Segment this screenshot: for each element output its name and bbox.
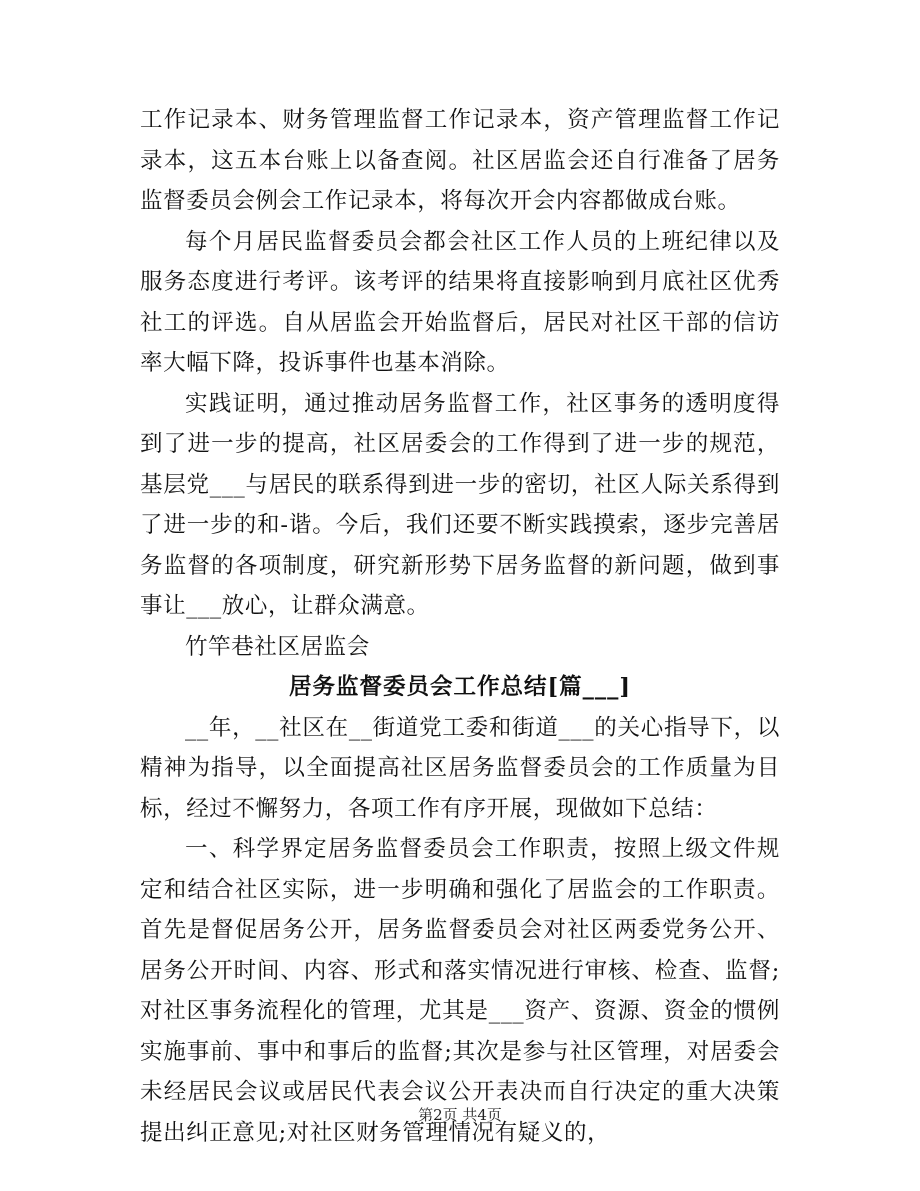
paragraph-duties: 一、科学界定居务监督委员会工作职责，按照上级文件规定和结合社区实际，进一步明确和强化了居监会的工作职责。首先是督促居务公开，居务监督委员会对社区两委党务公开、居务公开时间、内容、形式和落实情况进行审核、检查、监督;对社区事务流程化的管理，尤其是___资产、资源、资金的惯例实施事前、事中和事后的监督;其次是参与社区管理，对居委会未经居民会议或居民代表会议公开表决而自行决定的重大决策提出纠正意见;对社区财务管理情况有疑义的，: [140, 836, 780, 1146]
page-number: 第2页 共4页: [418, 1106, 502, 1124]
paragraph-practice: 实践证明，通过推动居务监督工作，社区事务的透明度得到了进一步的提高，社区居委会的工作得到了进一步的规范，基层党___与居民的联系得到进一步的密切，社区人际关系得到了进一步的和-谐。今后，我们还要不断实践摸索，逐步完善居务监督的各项制度，研究新形势下居务监督的新问题，做到事事让___放心，让群众满意。: [140, 390, 780, 619]
paragraph-continuation: 工作记录本、财务管理监督工作记录本，资产管理监督工作记录本，这五本台账上以备查阅。社区居监会还自行准备了居务监督委员会例会工作记录本，将每次开会内容都做成台账。: [140, 107, 780, 214]
section-heading: 居务监督委员会工作总结[篇___]: [288, 674, 632, 700]
paragraph-intro: __年，__社区在__街道党工委和街道___的关心指导下，以精神为指导，以全面提高社区居务监督委员会的工作质量为目标，经过不懈努力，各项工作有序开展，现做如下总结：: [140, 714, 780, 822]
document-body: [140, 100, 780, 1153]
signature-line: 竹竿巷社区居监会: [185, 633, 370, 660]
paragraph-evaluation: 每个月居民监督委员会都会社区工作人员的上班纪律以及服务态度进行考评。该考评的结果将直接影响到月底社区优秀社工的评选。自从居监会开始监督后，居民对社区干部的信访率大幅下降，投诉事件也基本消除。: [140, 228, 780, 376]
